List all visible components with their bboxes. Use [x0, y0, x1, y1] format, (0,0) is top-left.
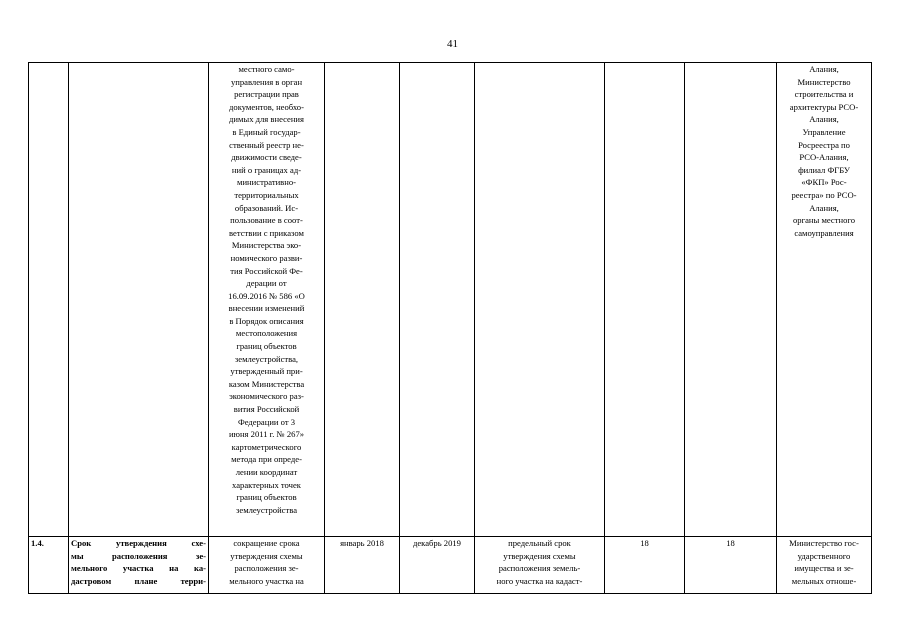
value-2: 18	[726, 538, 735, 548]
cell-event-name	[69, 63, 209, 537]
cell-value-2	[685, 63, 777, 537]
cell-value-1	[605, 63, 685, 537]
table-row	[29, 537, 872, 594]
value-1: 18	[640, 538, 649, 548]
measure-text: местного само- управления в орган регистрации прав документов, необхо- димых для внесения в Единый государ- ственный реестр не- движимости сведе- ний о границах ад- министративно- территориальных образований. Ис- пользование в соот- ветствии с приказом Министерства эко- номического разви- тия Российской Фе- дерации от 16.09.2016 № 586 «О внесении изменений в Порядок описания местоположения границ объектов землеустройства, утвержденный при- казом Министерства экономического раз- вития Российской Федерации от 3 июня 2011 г. № 267» картометрического метода при опреде- лении координат характерных точек границ объектов землеустройства	[228, 64, 305, 515]
cell-indicator	[475, 63, 605, 537]
cell-value-2	[685, 537, 777, 594]
measure-text: сокращение срока утверждения схемы расположения зе- мельного участка на	[229, 538, 304, 586]
cell-end-date	[400, 63, 475, 537]
cell-responsible	[777, 537, 872, 594]
cell-end-date	[400, 537, 475, 594]
cell-number	[29, 537, 69, 594]
responsible-text: Министерство гос- ударственного имущества и зе- мельных отноше-	[789, 538, 859, 586]
cell-number	[29, 63, 69, 537]
end-date: декабрь 2019	[413, 538, 461, 548]
cell-start-date	[325, 537, 400, 594]
cell-indicator	[475, 537, 605, 594]
indicator-text: предельный срок утверждения схемы расположения земель- ного участка на кадаст-	[496, 538, 583, 586]
responsible-text: Алания, Министерство строительства и архитектуры РСО- Алания, Управление Росреестра по РСО-Алания, филиал ФГБУ «ФКП» Рос- реестра» по РСО- Алания, органы местного самоуправления	[789, 64, 859, 238]
cell-responsible	[777, 63, 872, 537]
page-number: 41	[447, 38, 458, 50]
row-number: 1.4.	[31, 538, 44, 548]
start-date: январь 2018	[340, 538, 384, 548]
cell-value-1	[605, 537, 685, 594]
measures-table	[28, 62, 872, 594]
table-row	[29, 63, 872, 537]
event-name-text: Срок утверждения схе- мы расположения зе- мельного участка на ка- дастровом плане терри-	[71, 538, 206, 586]
cell-event-name	[69, 537, 209, 594]
cell-measure	[209, 537, 325, 594]
cell-start-date	[325, 63, 400, 537]
cell-measure	[209, 63, 325, 537]
